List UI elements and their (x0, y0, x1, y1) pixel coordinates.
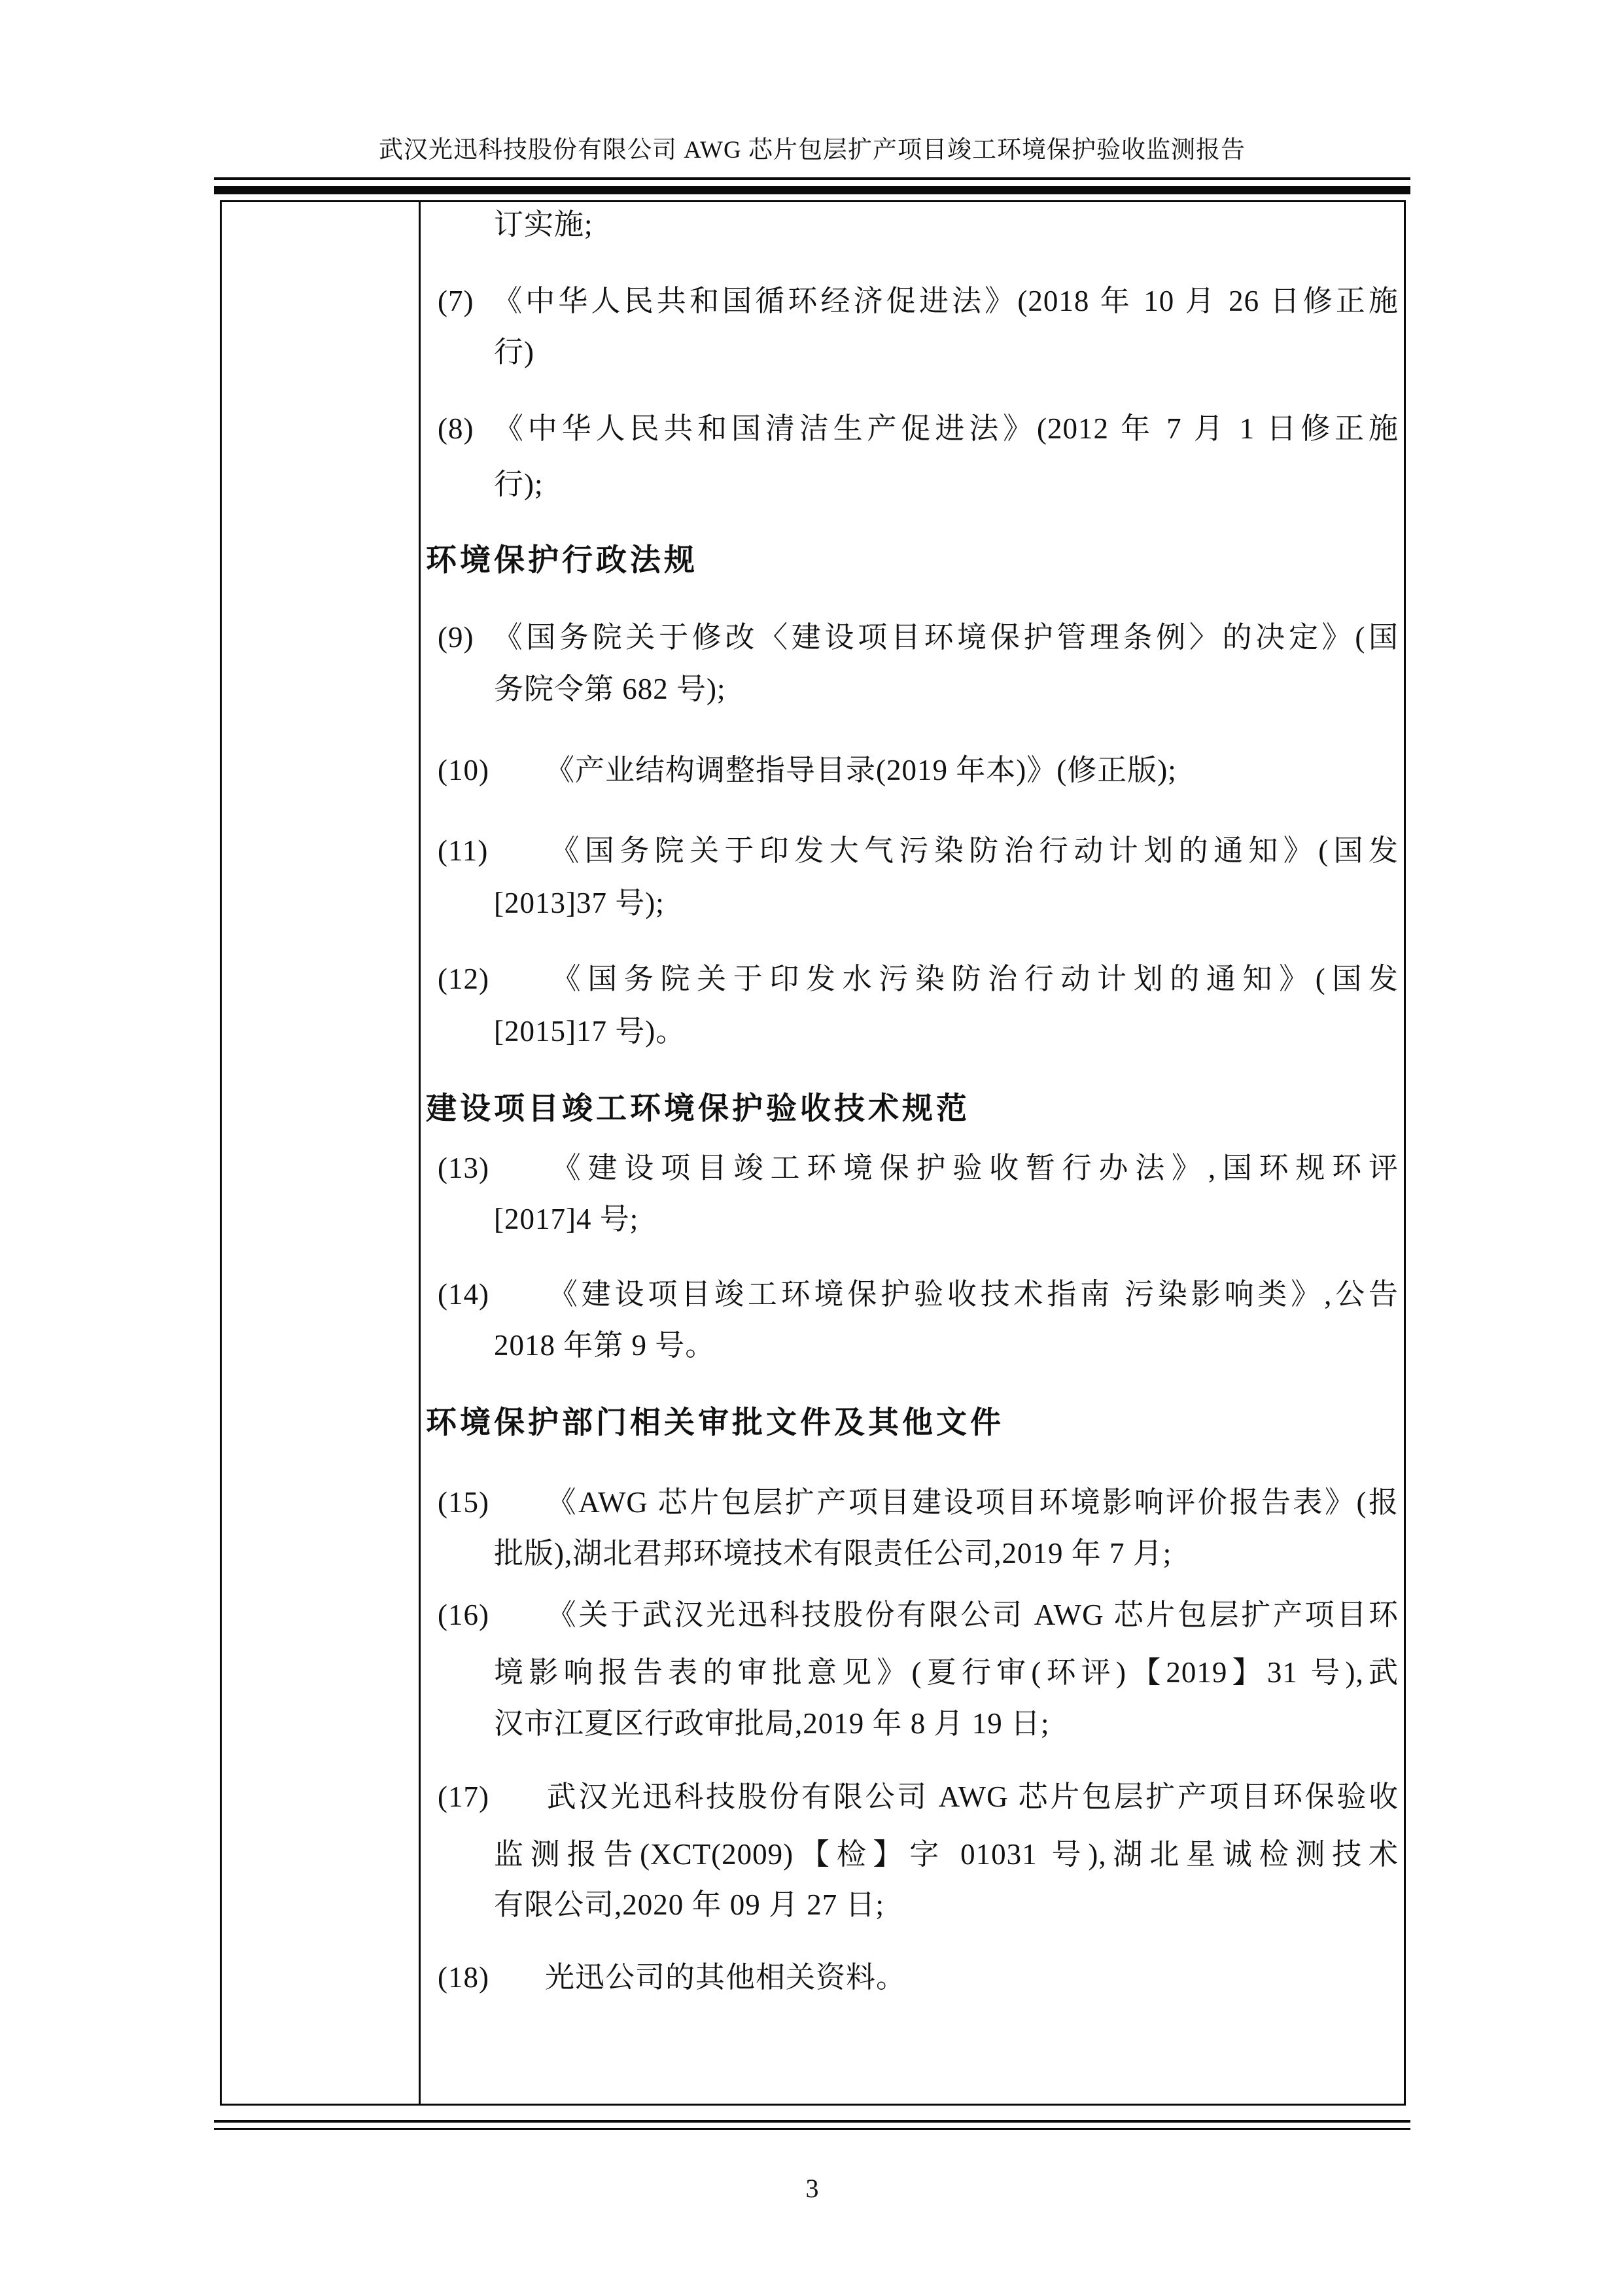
document-line: 境影响报告表的审批意见》(夏行审(环评)【2019】31 号),武 (494, 1656, 1399, 1689)
header-rule-thick (214, 186, 1410, 194)
page-header-title: 武汉光迅科技股份有限公司 AWG 芯片包层扩产项目竣工环境保护验收监测报告 (379, 137, 1246, 164)
item-text: 《产业结构调整指导目录(2019 年本)》(修正版); (545, 754, 1177, 786)
document-line: 务院令第 682 号); (494, 673, 726, 705)
item-text: 《AWG 芯片包层扩产项目建设项目环境影响评价报告表》(报 (545, 1486, 1399, 1519)
document-line: 批版),湖北君邦环境技术有限责任公司,2019 年 7 月; (494, 1537, 1172, 1570)
document-line (438, 1589, 1399, 1640)
item-number: (10) (438, 754, 489, 786)
document-line: [2013]37 号); (494, 887, 665, 919)
document-line (438, 1477, 1399, 1528)
item-text: 《中华人民共和国清洁生产促进法》(2012 年 7 月 1 日修正施 (490, 412, 1399, 445)
page-number: 3 (805, 2174, 819, 2203)
content-table (220, 200, 1406, 2106)
item-number: (16) (438, 1598, 489, 1631)
document-line: 监测报告(XCT(2009)【检】字 01031 号),湖北星诚检测技术 (494, 1838, 1399, 1871)
item-text: 光迅公司的其他相关资料。 (545, 1961, 907, 1994)
document-line: 有限公司,2020 年 09 月 27 日; (494, 1888, 885, 1921)
item-text: 《国务院关于印发大气污染防治行动计划的通知》(国发 (545, 834, 1399, 867)
document-line (438, 953, 1399, 1004)
item-number: (17) (438, 1780, 489, 1813)
footer-rule-bottom (214, 2128, 1410, 2130)
item-number: (9) (438, 621, 474, 654)
item-number: (7) (438, 285, 474, 317)
section-heading: 环境保护部门相关审批文件及其他文件 (426, 1406, 1004, 1440)
document-line: 2018 年第 9 号。 (494, 1329, 716, 1362)
table-content-cell (421, 202, 1404, 2104)
section-heading: 建设项目竣工环境保护验收技术规范 (426, 1092, 970, 1126)
header-rule-thin (214, 177, 1410, 180)
item-text: 武汉光迅科技股份有限公司 AWG 芯片包层扩产项目环保验收 (545, 1780, 1399, 1813)
document-line (438, 745, 1177, 796)
item-text: 《关于武汉光迅科技股份有限公司 AWG 芯片包层扩产项目环 (545, 1598, 1399, 1631)
document-line: 订实施; (494, 208, 593, 241)
document-line: 汉市江夏区行政审批局,2019 年 8 月 19 日; (494, 1707, 1050, 1740)
document-line (438, 403, 1399, 454)
document-line: 行) (494, 336, 534, 368)
item-number: (12) (438, 963, 489, 995)
item-number: (11) (438, 834, 489, 867)
document-line (438, 1952, 906, 2003)
footer-rule-top (214, 2120, 1410, 2123)
document-line: [2015]17 号)。 (494, 1015, 686, 1048)
item-number: (8) (438, 412, 474, 445)
table-left-cell (222, 202, 421, 2104)
item-text: 《建设项目竣工环境保护验收暂行办法》,国环规环评 (545, 1152, 1399, 1184)
item-number: (14) (438, 1278, 489, 1311)
document-line (438, 1269, 1399, 1320)
document-line (438, 825, 1399, 876)
section-heading: 环境保护行政法规 (426, 544, 698, 578)
document-line (438, 275, 1399, 327)
item-text: 《建设项目竣工环境保护验收技术指南 污染影响类》,公告 (545, 1278, 1399, 1311)
item-text: 《国务院关于印发水污染防治行动计划的通知》(国发 (545, 963, 1399, 995)
item-text: 《国务院关于修改〈建设项目环境保护管理条例〉的决定》(国 (490, 621, 1399, 654)
document-line: [2017]4 号; (494, 1203, 639, 1235)
document-line (438, 1142, 1399, 1193)
item-number: (15) (438, 1486, 489, 1519)
document-line (438, 1771, 1399, 1822)
item-text: 《中华人民共和国循环经济促进法》(2018 年 10 月 26 日修正施 (490, 285, 1399, 317)
item-number: (13) (438, 1152, 489, 1184)
document-line: 行); (494, 468, 544, 501)
item-number: (18) (438, 1961, 489, 1994)
document-line (438, 612, 1399, 663)
